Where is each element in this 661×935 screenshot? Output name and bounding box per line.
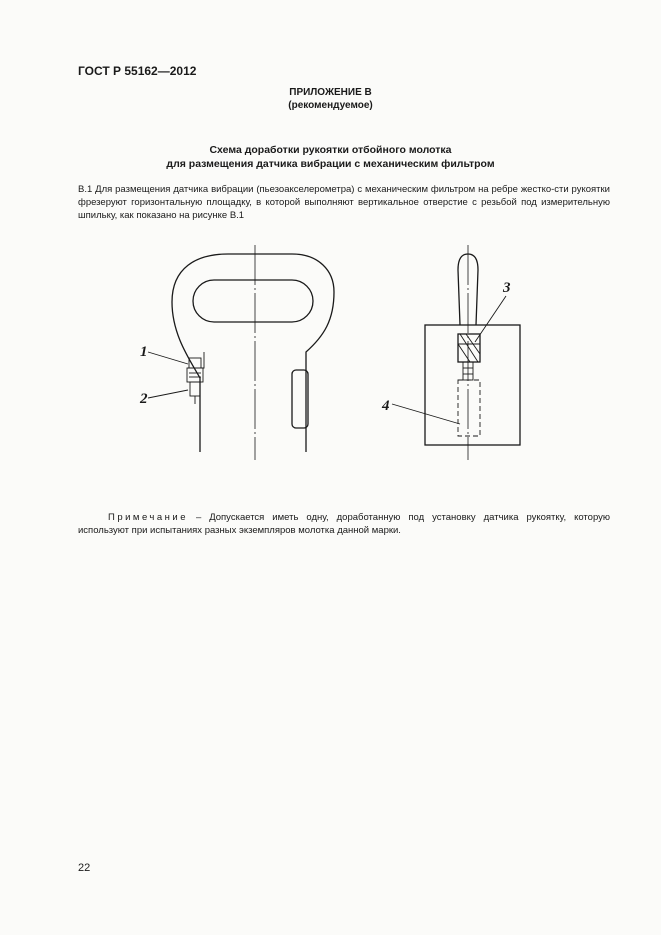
callout-leader-3 <box>475 296 506 342</box>
figure-b1 <box>120 240 540 465</box>
callout-leader-2 <box>148 390 188 398</box>
document-code: ГОСТ Р 55162—2012 <box>78 64 197 78</box>
note-paragraph <box>78 511 610 537</box>
note-label: Примечание <box>108 512 188 523</box>
paragraph-b1: В.1 Для размещения датчика вибрации (пьезоакселерометра) с механическим фильтром на ребре жестко-сти рукоятки фрезеруют горизонтальную площадку, в которой выполняют вертикальное отверстие с резьбой под измерительную шпильку, как показано на рисунке В.1 <box>78 184 610 221</box>
callout-label-2: 2 <box>140 391 148 407</box>
handle-front-view <box>425 245 520 460</box>
callout-leader-4 <box>392 404 460 424</box>
page-number: 22 <box>78 862 91 874</box>
callout-label-4: 4 <box>382 398 390 414</box>
callout-label-1: 1 <box>140 344 148 360</box>
section-title-line1: Схема доработки рукоятки отбойного молотка <box>209 144 452 156</box>
callout-leader-1 <box>148 352 188 364</box>
callout-label-3: 3 <box>503 280 511 296</box>
section-title-line2: для размещения датчика вибрации с механическим фильтром <box>166 158 495 170</box>
appendix-title: ПРИЛОЖЕНИЕ В <box>289 87 372 98</box>
handle-side-view <box>172 245 334 460</box>
appendix-subtitle: (рекомендуемое) <box>288 100 373 111</box>
note-text: – Допускается иметь одну, доработанную под установку датчика рукоятку, которую используют при испытаниях разных экземпляров молотка данной марки. <box>78 512 610 536</box>
appendix-heading <box>0 86 661 112</box>
section-heading <box>0 143 661 171</box>
